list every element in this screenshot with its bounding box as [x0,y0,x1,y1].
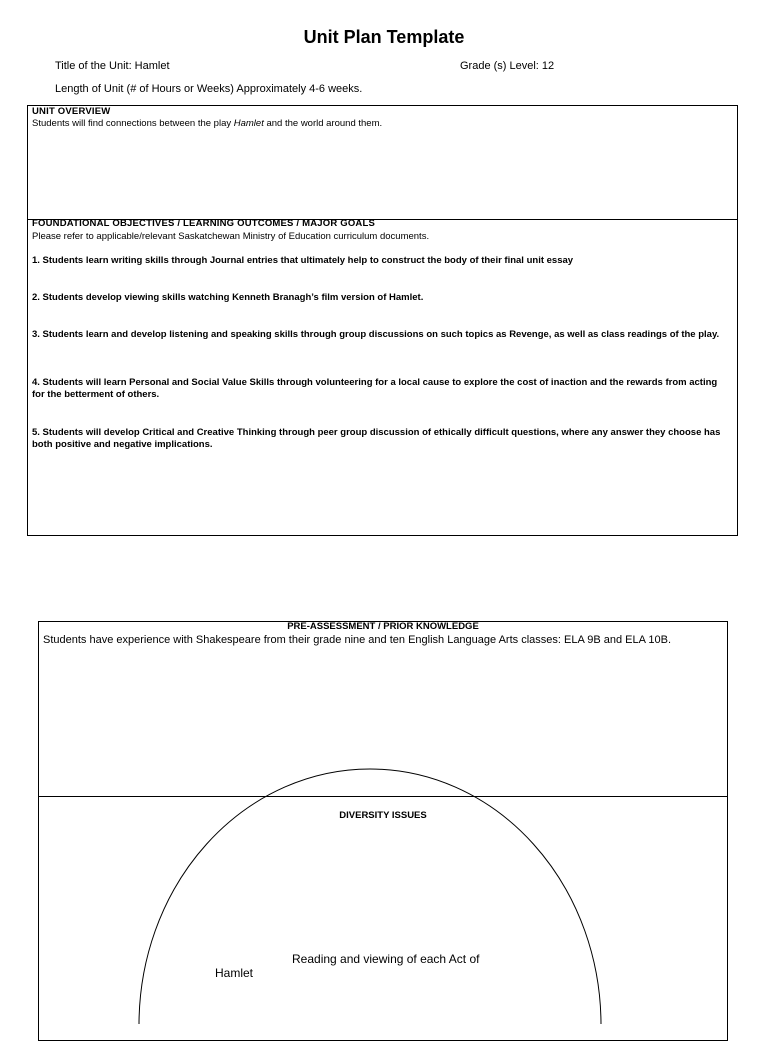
objectives-heading: FOUNDATIONAL OBJECTIVES / LEARNING OUTCOMES / MAJOR GOALS [32,218,376,229]
preassessment-heading: PRE-ASSESSMENT / PRIOR KNOWLEDGE [287,621,479,632]
preassessment-text: Students have experience with Shakespeare from their grade nine and ten English Language Arts classes: ELA 9B and ELA 10B. [43,634,672,646]
overview-play-title: Hamlet [233,118,264,129]
venn-circle [139,769,601,1024]
unit-title: Title of the Unit: Hamlet [55,60,170,72]
overview-text-part: and the world around them. [263,118,383,129]
diversity-heading: DIVERSITY ISSUES [339,810,427,821]
objective-item: 5. Students will develop Critical and Creative Thinking through peer group discussion of ethically difficult questions, where any answer they choose has both positive and negative implications. [32,427,721,450]
objective-item: 2. Students develop viewing skills watching Kenneth Branagh’s film version of Hamlet. [32,292,424,303]
objectives-note: Please refer to applicable/relevant Saskatchewan Ministry of Education curriculum documents. [32,231,430,242]
unit-length: Length of Unit (# of Hours or Weeks) Approximately 4-6 weeks. [55,83,363,95]
objective-item: 4. Students will learn Personal and Social Value Skills through volunteering for a local cause to explore the cost of inaction and the rewards from acting for the betterment of others. [32,377,718,400]
page-title: Unit Plan Template [303,27,465,47]
overview-heading: UNIT OVERVIEW [32,106,111,117]
objective-item: 3. Students learn and develop listening and speaking skills through group discussions on such topics as Revenge, as well as class readings of the play. [32,329,720,340]
circle-text-line1: Reading and viewing of each Act of [292,952,480,966]
grade-level: Grade (s) Level: 12 [460,60,555,72]
circle-text-line2: Hamlet [215,966,254,980]
overview-text-part: Students will find connections between the play [32,118,234,129]
objective-item: 1. Students learn writing skills through Journal entries that ultimately help to construct the body of their final unit essay [32,255,574,266]
